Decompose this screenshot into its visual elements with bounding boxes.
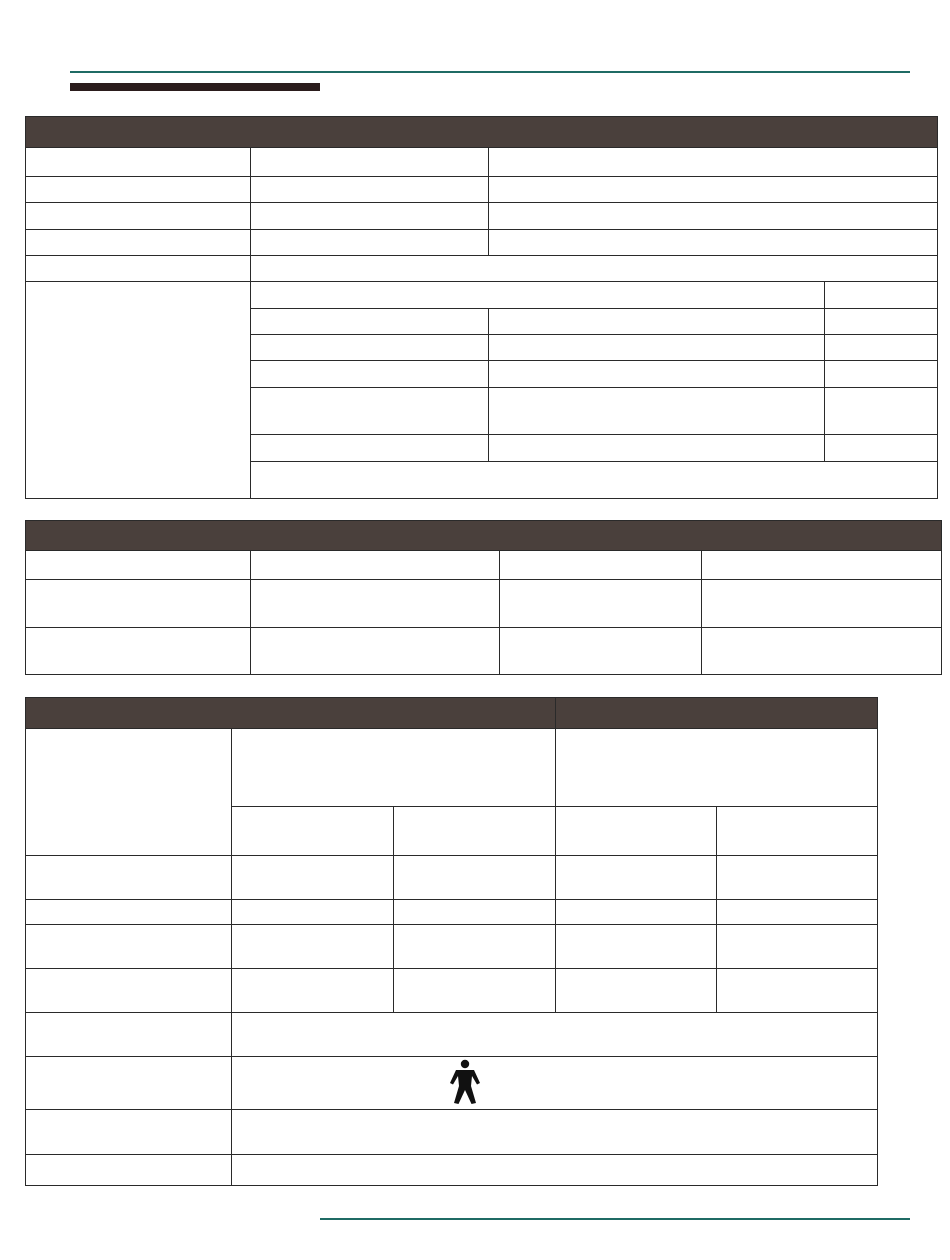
row-cell [251, 580, 500, 628]
row-label [26, 628, 251, 675]
item-detail [489, 435, 825, 462]
item-value [825, 435, 938, 462]
row-cell [251, 551, 500, 580]
row-label [26, 148, 251, 177]
row-value [232, 1013, 878, 1057]
row-detail [489, 148, 938, 177]
row-cell [556, 856, 717, 900]
row-label [26, 203, 251, 230]
row-label [26, 1110, 232, 1155]
row-cell [702, 580, 942, 628]
row-detail [489, 203, 938, 230]
row-cell [394, 925, 556, 969]
item-detail [489, 361, 825, 388]
item-name [251, 435, 489, 462]
table-row [26, 856, 878, 900]
row-value [251, 256, 938, 282]
row-cell [717, 969, 878, 1013]
row-cell [251, 628, 500, 675]
table-header-row [26, 521, 942, 551]
row-label [26, 969, 232, 1013]
item-name [251, 361, 489, 388]
table-row [26, 282, 938, 309]
table-row [26, 1013, 878, 1057]
table-row [26, 969, 878, 1013]
row-cell [500, 580, 702, 628]
item-value [825, 309, 938, 335]
table-header-cell [26, 117, 938, 148]
group-footer [251, 462, 938, 499]
row-cell [500, 551, 702, 580]
item-name [251, 309, 489, 335]
table-header-cell [26, 521, 942, 551]
group-first-text [251, 282, 825, 309]
row-cell [232, 900, 394, 925]
sub-header [232, 807, 394, 856]
table-row [26, 177, 938, 203]
row-value [251, 203, 489, 230]
row-cell [232, 925, 394, 969]
row-detail [489, 230, 938, 256]
row-cell [702, 628, 942, 675]
symbol-cell [232, 1057, 878, 1110]
row-value [232, 1155, 878, 1186]
row-label [26, 1155, 232, 1186]
table-row [26, 551, 942, 580]
table-row [26, 925, 878, 969]
row-cell [232, 856, 394, 900]
row-label [26, 230, 251, 256]
table-row [26, 256, 938, 282]
row-label [26, 580, 251, 628]
bottom-rule [320, 1218, 910, 1220]
spec-table-3 [25, 697, 878, 1186]
group-first-value [825, 282, 938, 309]
row-cell [717, 925, 878, 969]
row-cell [394, 969, 556, 1013]
table-row [26, 1110, 878, 1155]
row-value [251, 177, 489, 203]
body-figure-icon [445, 1059, 485, 1108]
table-row [26, 230, 938, 256]
group-left [232, 729, 556, 807]
table-row [26, 900, 878, 925]
row-label [26, 551, 251, 580]
row-cell [500, 628, 702, 675]
table-header-row [26, 117, 938, 148]
row-label [26, 925, 232, 969]
row-label [26, 856, 232, 900]
table-row [26, 628, 942, 675]
spec-table-2 [25, 520, 942, 675]
row-label [26, 177, 251, 203]
item-detail [489, 388, 825, 435]
row-cell [556, 925, 717, 969]
row-detail [489, 177, 938, 203]
row-label [26, 1057, 232, 1110]
group-right [556, 729, 878, 807]
row-cell [394, 856, 556, 900]
group-label [26, 282, 251, 499]
table-header-right [556, 698, 878, 729]
top-rule [70, 71, 910, 73]
sub-header [717, 807, 878, 856]
row-cell [232, 969, 394, 1013]
row-cell [556, 900, 717, 925]
spec-table-1 [25, 116, 938, 499]
row-label [26, 900, 232, 925]
item-value [825, 388, 938, 435]
row-cell [394, 900, 556, 925]
group-label [26, 729, 232, 856]
row-cell [717, 900, 878, 925]
item-detail [489, 335, 825, 361]
row-value [251, 230, 489, 256]
row-label [26, 256, 251, 282]
item-value [825, 361, 938, 388]
table-header-left [26, 698, 556, 729]
item-detail [489, 309, 825, 335]
sub-header [394, 807, 556, 856]
row-cell [717, 856, 878, 900]
row-cell [702, 551, 942, 580]
table-row [26, 1155, 878, 1186]
table-row [26, 729, 878, 807]
item-name [251, 388, 489, 435]
table-header-row [26, 698, 878, 729]
item-name [251, 335, 489, 361]
sub-header [556, 807, 717, 856]
row-label [26, 1013, 232, 1057]
item-value [825, 335, 938, 361]
title-underline-bar [70, 83, 320, 91]
row-cell [556, 969, 717, 1013]
table-row [26, 1057, 878, 1110]
row-value [232, 1110, 878, 1155]
table-row [26, 580, 942, 628]
table-row [26, 203, 938, 230]
row-value [251, 148, 489, 177]
table-row [26, 148, 938, 177]
